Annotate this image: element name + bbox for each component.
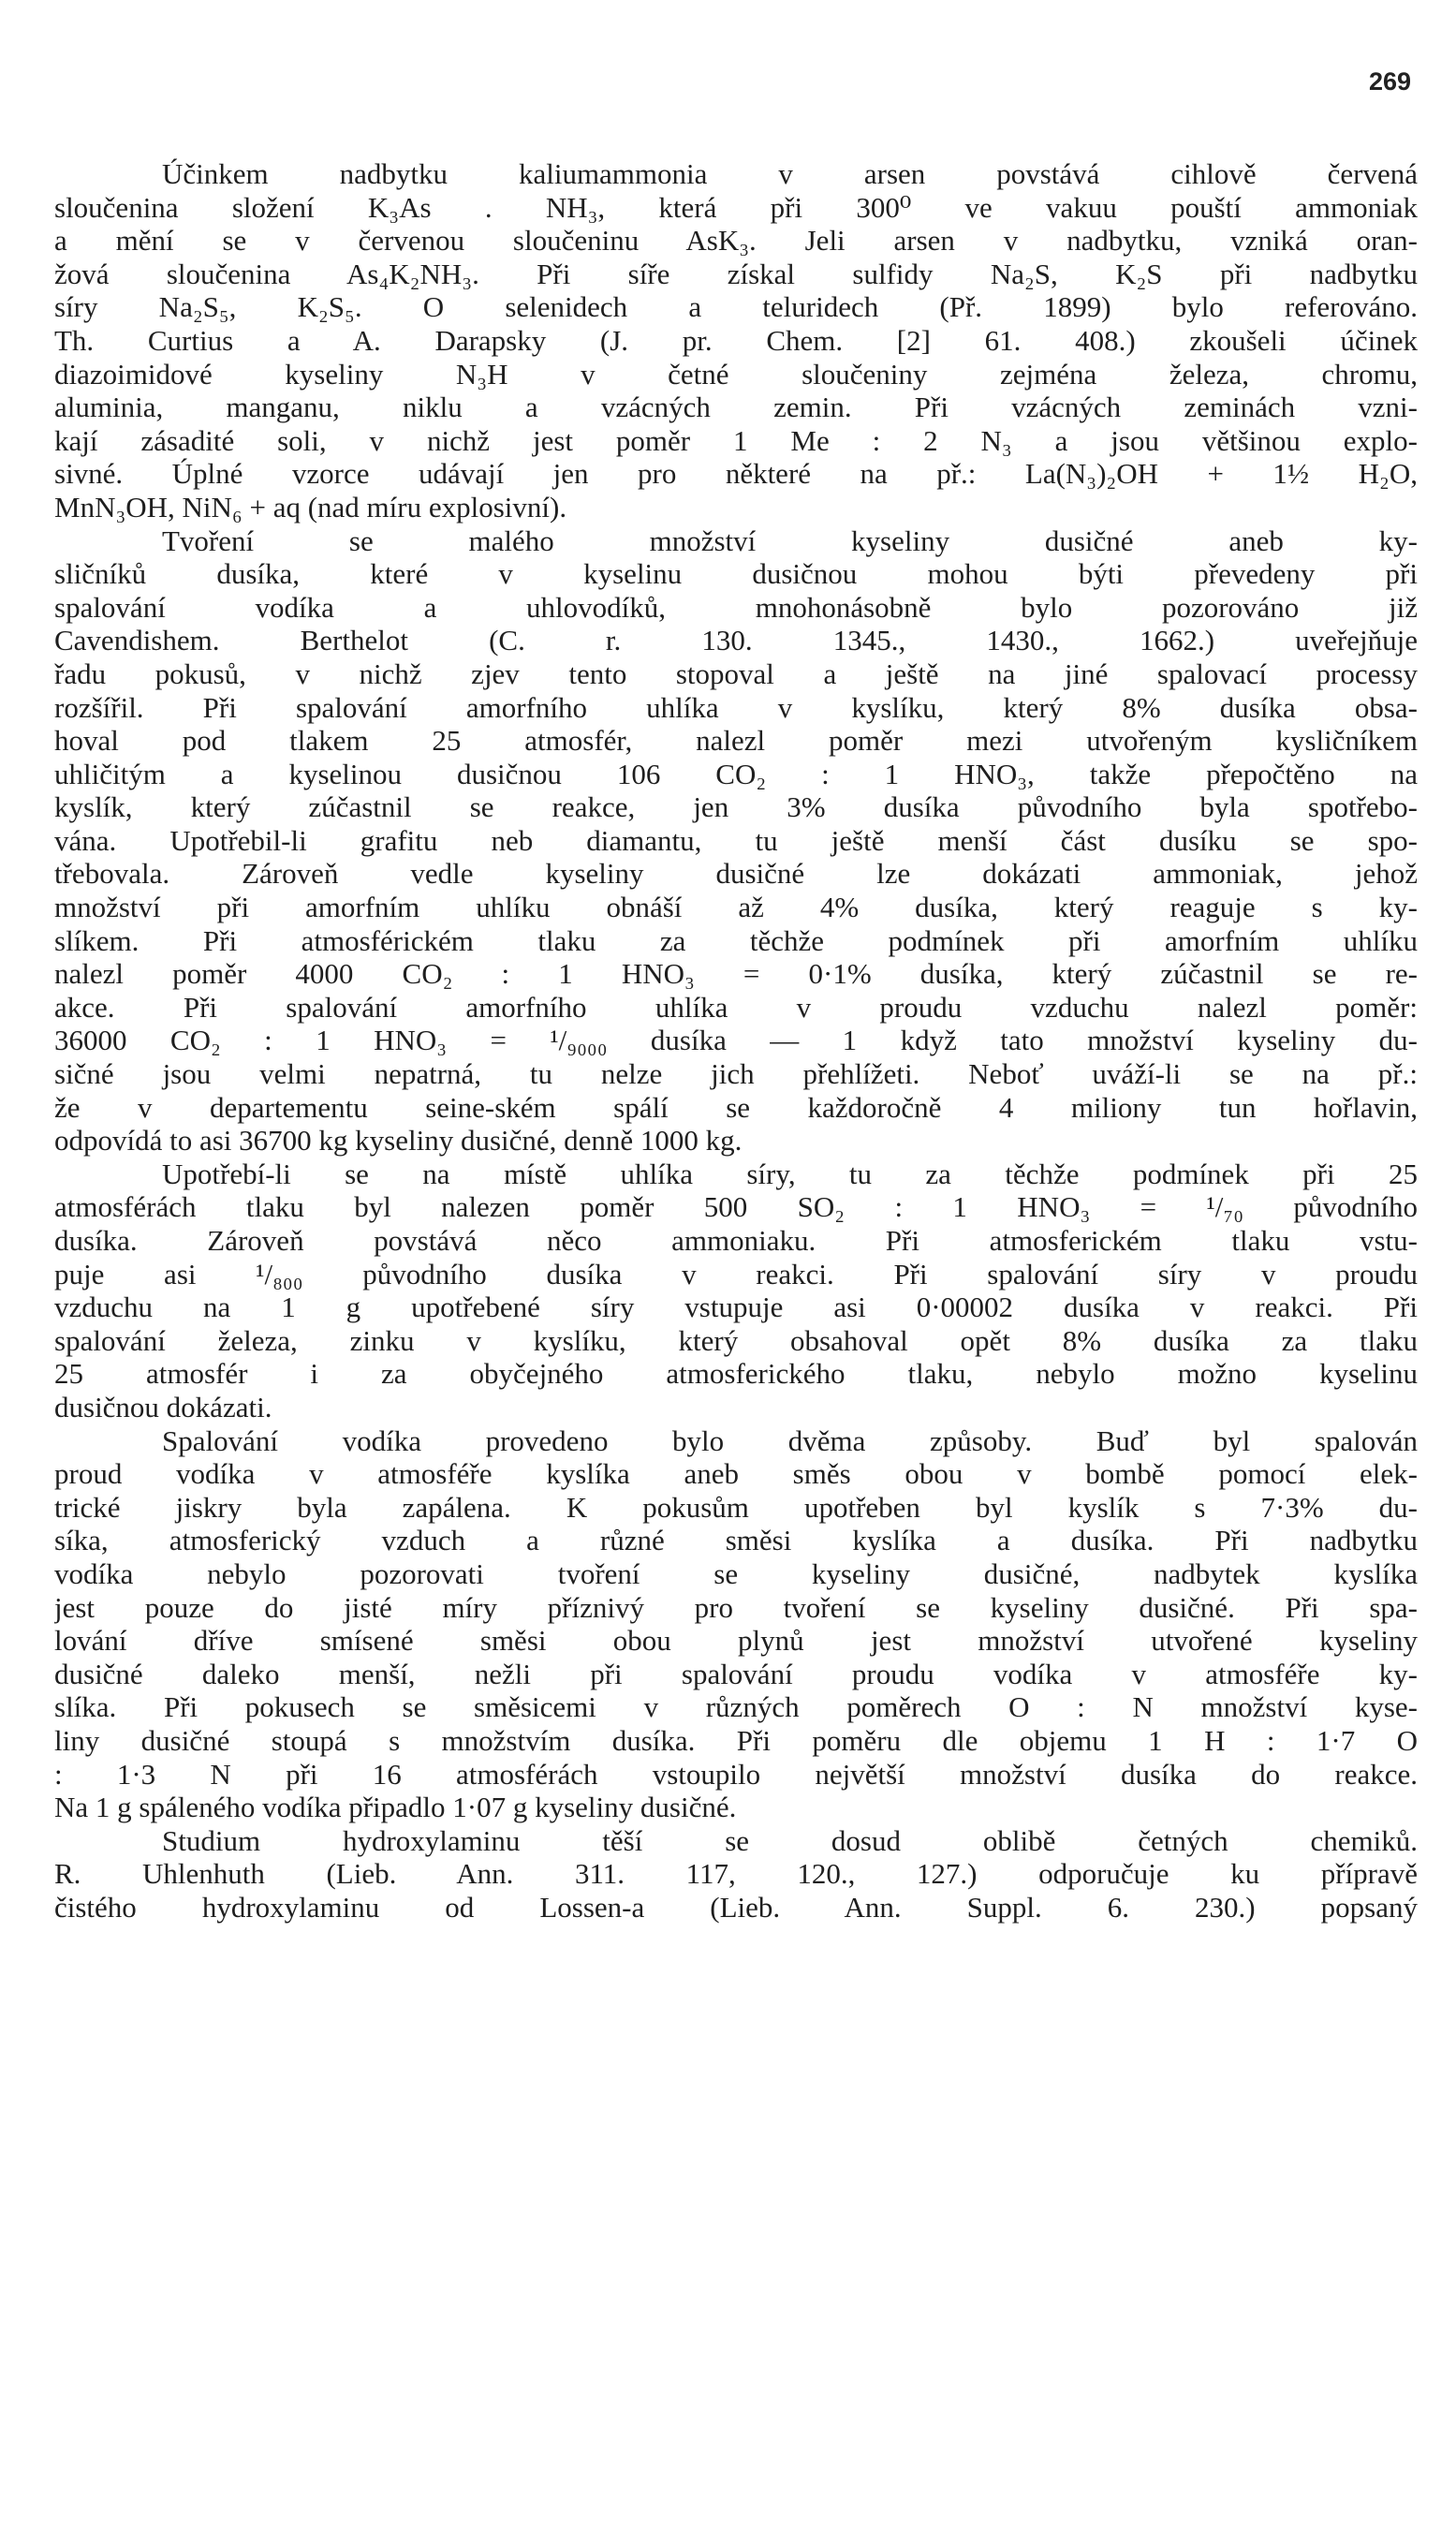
text-line: trické jiskry byla zapálena. K pokusům upotřeben byl kyslík s 7·3% du-	[54, 1490, 1418, 1524]
text-line: kají zásadité soli, v nichž jest poměr 1 Me : 2 N₃ a jsou většinou explo-	[54, 423, 1418, 457]
text-line: Studium hydroxylaminu těší se dosud oblibě četných chemiků.	[162, 1823, 1418, 1857]
text-line: uhličitým a kyselinou dusičnou 106 CO₂ : 1 HNO₃, takže přepočtěno na	[54, 757, 1418, 790]
text-line: síry Na₂S₅, K₂S₅. O selenidech a teluridech (Př. 1899) bylo referováno.	[54, 290, 1418, 324]
text-line: liny dusičné stoupá s množstvím dusíka. Při poměru dle objemu 1 H : 1·7 O	[54, 1723, 1418, 1757]
text-line: Upotřebí-li se na místě uhlíka síry, tu za těchže podmínek při 25	[162, 1157, 1418, 1190]
text-line: odpovídá to asi 36700 kg kyseliny dusičné, denně 1000 kg.	[54, 1124, 743, 1158]
text-line: vzduchu na 1 g upotřebené síry vstupuje asi 0·00002 dusíka v reakci. Při	[54, 1290, 1418, 1324]
text-line: : 1·3 N při 16 atmosférách vstoupilo největší množství dusíka do reakce.	[54, 1757, 1418, 1791]
text-line: Tvoření se malého množství kyseliny dusičné aneb ky-	[162, 524, 1418, 557]
text-line: R. Uhlenhuth (Lieb. Ann. 311. 117, 120., 127.) odporučuje ku přípravě	[54, 1857, 1418, 1891]
text-line: Cavendishem. Berthelot (C. r. 130. 1345., 1430., 1662.) uveřejňuje	[54, 624, 1418, 657]
text-line: rozšířil. Při spalování amorfního uhlíka v kyslíku, který 8% dusíka obsa-	[54, 690, 1418, 724]
text-line: sivné. Úplné vzorce udávají jen pro některé na př.: La(N₃)₂OH + 1½ H₂O,	[54, 457, 1418, 491]
text-line: řadu pokusů, v nichž zjev tento stopoval a ještě na jiné spalovací processy	[54, 656, 1418, 690]
text-line: akce. Při spalování amorfního uhlíka v proudu vzduchu nalezl poměr:	[54, 990, 1418, 1024]
text-line: a mění se v červenou sloučeninu AsK₃. Jeli arsen v nadbytku, vzniká oran-	[54, 224, 1418, 258]
text-line: slíkem. Při atmosférickém tlaku za těchže podmínek při amorfním uhlíku	[54, 923, 1418, 957]
text-line: slíka. Při pokusech se směsicemi v různých poměrech O : N množství kyse-	[54, 1690, 1418, 1724]
text-line: dusíka. Zároveň povstává něco ammoniaku. Při atmosferickém tlaku vstu-	[54, 1224, 1418, 1257]
text-line: lování dříve smísené směsi obou plynů jest množství utvořené kyseliny	[54, 1624, 1418, 1658]
text-line: aluminia, manganu, niklu a vzácných zemin. Při vzácných zeminách vzni-	[54, 391, 1418, 424]
text-line: čistého hydroxylaminu od Lossen-a (Lieb. Ann. Suppl. 6. 230.) popsaný	[54, 1890, 1418, 1924]
page-number: 269	[1368, 67, 1411, 96]
text-line: Th. Curtius a A. Darapsky (J. pr. Chem. [2] 61. 408.) zkoušeli účinek	[54, 323, 1418, 357]
text-line: sličníků dusíka, které v kyselinu dusičnou mohou býti převedeny při	[54, 557, 1418, 591]
text-line: sičné jsou velmi nepatrná, tu nelze jich přehlížeti. Neboť uváží-li se na př.:	[54, 1057, 1418, 1091]
text-line: sloučenina složení K₃As . NH₃, která při 300⁰ ve vakuu pouští ammoniak	[54, 190, 1418, 224]
text-line: dusičnou dokázati.	[54, 1390, 272, 1423]
text-line: Účinkem nadbytku kaliumammonia v arsen povstává cihlově červená	[162, 157, 1418, 190]
text-line: jest pouze do jisté míry příznivý pro tvoření se kyseliny dusičné. Při spa-	[54, 1590, 1418, 1624]
text-line: žová sloučenina As₄K₂NH₃. Při síře získal sulfidy Na₂S, K₂S při nadbytku	[54, 257, 1418, 290]
text-line: Na 1 g spáleného vodíka připadlo 1·07 g kyseliny dusičné.	[54, 1791, 737, 1824]
text-line: vána. Upotřebil-li grafitu neb diamantu, tu ještě menší část dusíku se spo-	[54, 823, 1418, 857]
text-line: 25 atmosfér i za obyčejného atmosferického tlaku, nebylo možno kyselinu	[54, 1357, 1418, 1391]
text-line: vodíka nebylo pozorovati tvoření se kyseliny dusičné, nadbytek kyslíka	[54, 1556, 1418, 1590]
text-line: proud vodíka v atmosféře kyslíka aneb směs obou v bombě pomocí elek-	[54, 1457, 1418, 1491]
text-line: 36000 CO₂ : 1 HNO₃ = ¹/₉₀₀₀ dusíka — 1 když tato množství kyseliny du-	[54, 1024, 1418, 1057]
text-line: dusičné daleko menší, nežli při spalování proudu vodíka v atmosféře ky-	[54, 1657, 1418, 1690]
text-line: atmosférách tlaku byl nalezen poměr 500 SO₂ : 1 HNO₃ = ¹/₇₀ původního	[54, 1190, 1418, 1224]
text-line: Spalování vodíka provedeno bylo dvěma způsoby. Buď byl spalován	[162, 1423, 1418, 1457]
text-line: třebovala. Zároveň vedle kyseliny dusičné lze dokázati ammoniak, jehož	[54, 857, 1418, 891]
text-line: kyslík, který zúčastnil se reakce, jen 3% dusíka původního byla spotřebo-	[54, 790, 1418, 824]
text-line: puje asi ¹/₈₀₀ původního dusíka v reakci. Při spalování síry v proudu	[54, 1257, 1418, 1290]
text-line: síka, atmosferický vzduch a různé směsi kyslíka a dusíka. Při nadbytku	[54, 1524, 1418, 1557]
text-line: hoval pod tlakem 25 atmosfér, nalezl poměr mezi utvořeným kysličníkem	[54, 724, 1418, 758]
text-line: nalezl poměr 4000 CO₂ : 1 HNO₃ = 0·1% dusíka, který zúčastnil se re-	[54, 957, 1418, 991]
text-line: spalování vodíka a uhlovodíků, mnohonásobně bylo pozorováno již	[54, 590, 1418, 624]
text-line: množství při amorfním uhlíku obnáší až 4% dusíka, který reaguje s ky-	[54, 891, 1418, 924]
text-line: že v departementu seine-ském spálí se každoročně 4 miliony tun hořlavin,	[54, 1090, 1418, 1124]
body-text	[54, 157, 1418, 1924]
text-line: MnN₃OH, NiN₆ + aq (nad míru explosivní).	[54, 490, 567, 524]
text-line: diazoimidové kyseliny N₃H v četné sloučeniny zejména železa, chromu,	[54, 357, 1418, 391]
text-line: spalování železa, zinku v kyslíku, který obsahoval opět 8% dusíka za tlaku	[54, 1323, 1418, 1357]
